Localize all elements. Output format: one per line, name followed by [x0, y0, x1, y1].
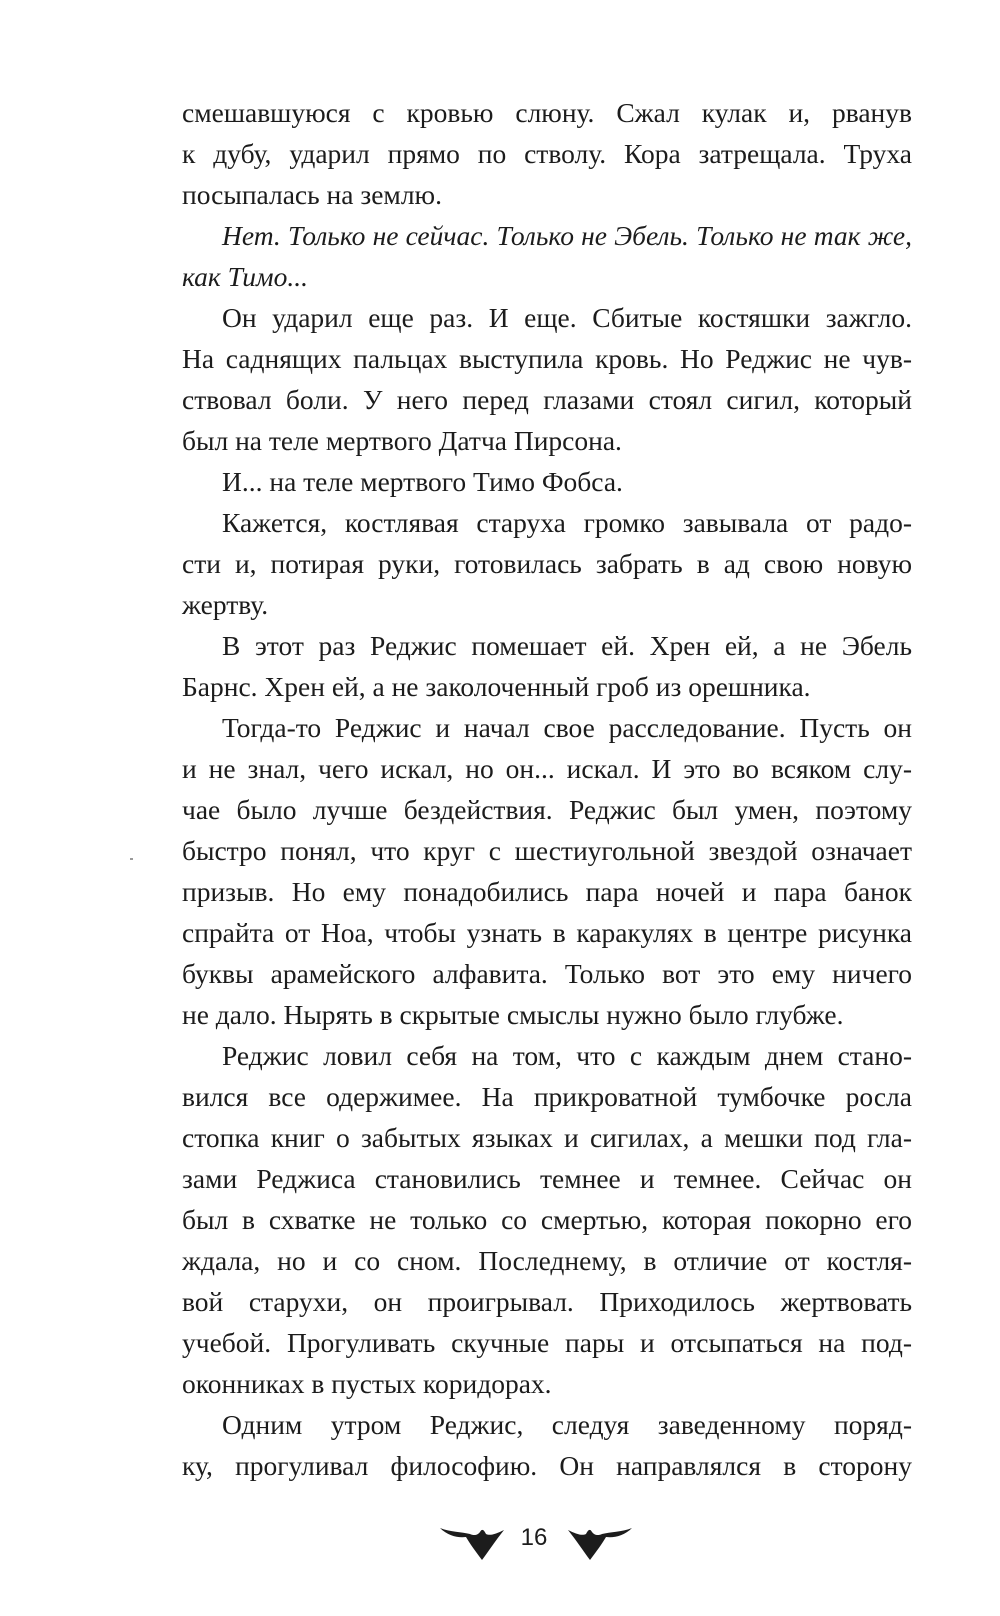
- text-line: жертву.: [182, 589, 269, 620]
- text-line: чае было лучше бездействия. Реджис был умен, поэтому: [182, 794, 912, 825]
- text-line: смешавшуюся с кровью слюну. Сжал кулак и, рванув: [182, 97, 912, 128]
- text-line: ствовал боли. У него перед глазами стоял сигил, который: [182, 384, 912, 415]
- text-line: учебой. Прогуливать скучные пары и отсыпаться на под-: [182, 1327, 912, 1358]
- text-line: буквы арамейского алфавита. Только вот это ему ничего: [182, 958, 912, 989]
- page-footer: [0, 1512, 1000, 1572]
- text-line: На саднящих пальцах выступила кровь. Но Реджис не чув-: [182, 343, 912, 374]
- text-line: ждала, но и со сном. Последнему, в отличие от костля-: [182, 1245, 912, 1276]
- text-line: был в схватке не только со смертью, которая покорно его: [182, 1204, 912, 1235]
- text-line: оконниках в пустых коридорах.: [182, 1368, 552, 1399]
- text-line: сти и, потирая руки, готовилась забрать в ад свою новую: [182, 548, 912, 579]
- text-line: Тогда-то Реджис и начал свое расследование. Пусть он: [222, 712, 912, 743]
- text-line: Кажется, костлявая старуха громко завывала от радо-: [222, 507, 912, 538]
- bat-icon: [564, 1522, 634, 1562]
- text-line: к дубу, ударил прямо по стволу. Кора затрещала. Труха: [182, 138, 912, 169]
- text-line: быстро понял, что круг с шестиугольной звездой означает: [182, 835, 912, 866]
- bat-icon: [438, 1522, 508, 1562]
- text-line: Барнс. Хрен ей, а не заколоченный гроб из орешника.: [182, 671, 811, 702]
- page-number: 16: [520, 1524, 548, 1551]
- text-line: ку, прогуливал философию. Он направлялся в сторону: [182, 1450, 912, 1481]
- text-line: стопка книг о забытых языках и сигилах, а мешки под гла-: [182, 1122, 912, 1153]
- text-line: призыв. Но ему понадобились пара ночей и пара банок: [182, 876, 912, 907]
- text-line: был на теле мертвого Датча Пирсона.: [182, 425, 622, 456]
- text-line-italic: Нет. Только не сейчас. Только не Эбель. Только не так же,: [222, 220, 912, 251]
- text-line: зами Реджиса становились темнее и темнее. Сейчас он: [182, 1163, 912, 1194]
- text-line: вой старухи, он проигрывал. Приходилось жертвовать: [182, 1286, 912, 1317]
- text-line-italic: как Тимо...: [182, 261, 308, 292]
- text-line: не дало. Нырять в скрытые смыслы нужно было глубже.: [182, 999, 844, 1030]
- text-line: вился все одержимее. На прикроватной тумбочке росла: [182, 1081, 912, 1112]
- text-line: спрайта от Ноа, чтобы узнать в каракулях в центре рисунка: [182, 917, 912, 948]
- text-line: посыпалась на землю.: [182, 179, 442, 210]
- print-speck: [130, 858, 133, 860]
- text-line: и не знал, чего искал, но он... искал. И это во всяком слу-: [182, 753, 912, 784]
- text-line: В этот раз Реджис помешает ей. Хрен ей, а не Эбель: [222, 630, 912, 661]
- text-line: Он ударил еще раз. И еще. Сбитые костяшки зажгло.: [222, 302, 912, 333]
- page-body: [182, 92, 912, 1486]
- text-line: И... на теле мертвого Тимо Фобса.: [222, 466, 623, 497]
- text-line: Реджис ловил себя на том, что с каждым днем стано-: [222, 1040, 912, 1071]
- text-line: Одним утром Реджис, следуя заведенному поряд-: [222, 1409, 912, 1440]
